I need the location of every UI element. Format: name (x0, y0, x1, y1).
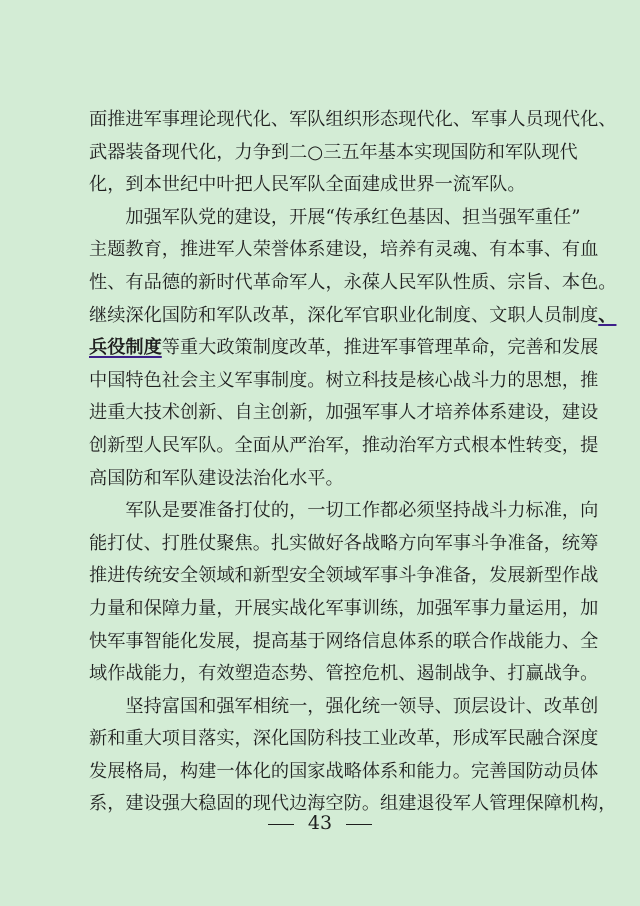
text-line (89, 430, 599, 463)
text-line (89, 691, 599, 724)
line-text: 能打仗、打胜仗聚焦。扎实做好各战略方向军事斗争准备，统筹 (89, 532, 599, 554)
left-dash (268, 824, 294, 825)
page-number: 43 (307, 812, 333, 834)
text-line (89, 202, 581, 235)
line-text: 等重大政策制度改革，推进军事管理革命，完善和发展 (161, 337, 599, 359)
text-line (89, 560, 599, 593)
text-line (89, 658, 599, 691)
line-text: 创新型人民军队。全面从严治军，推动治军方式根本性转变，提 (89, 434, 599, 456)
line-text: 化，到本世纪中叶把人民军队全面建成世界一流军队。 (89, 174, 526, 196)
line-text: 军队是要准备打仗的，一切工作都必须坚持战斗力标准，向 (125, 500, 599, 522)
line-text: 面推进军事理论现代化、军队组织形态现代化、军事人员现代化、 (89, 109, 617, 130)
line-text: 主题教育，推进军人荣誉体系建设，培养有灵魂、有本事、有血 (89, 239, 599, 261)
line-text: 武器装备现代化，力争到二○三五年基本实现国防和军队现代 (89, 141, 578, 163)
line-text: 进重大技术创新、自主创新，加强军事人才培养体系建设，建设 (89, 402, 599, 424)
line-text: 快军事智能化发展，提高基于网络信息体系的联合作战能力、全 (89, 630, 599, 652)
text-line (89, 267, 617, 300)
line-text: 继续深化国防和军队改革，深化军官职业化制度、文职人员制度 (89, 304, 599, 326)
text-line (89, 756, 599, 789)
text-line (89, 593, 599, 626)
line-text: 发展格局，构建一体化的国家战略体系和能力。完善国防动员体 (89, 760, 599, 782)
right-dash (346, 824, 372, 825)
line-text: 新和重大项目落实，深化国防科技工业改革，形成军民融合深度 (89, 728, 599, 750)
text-line (89, 397, 599, 430)
body-text (89, 104, 617, 821)
line-text: 加强军队党的建设，开展“传承红色基因、担当强军重任” (125, 206, 581, 228)
page-footer (0, 812, 640, 834)
text-line (89, 104, 617, 137)
line-text: 域作战能力，有效塑造态势、管控危机、遏制战争、打赢战争。 (89, 663, 599, 685)
text-line (89, 528, 599, 561)
text-line (89, 365, 599, 398)
line-text: 坚持富国和强军相统一，强化统一领导、顶层设计、改革创 (125, 695, 599, 717)
highlighted-term: 兵役制度 (89, 337, 162, 359)
line-text: 性、有品德的新时代革命军人，永葆人民军队性质、宗旨、本色。 (89, 271, 617, 293)
line-text: 系，建设强大稳固的现代边海空防。组建退役军人管理保障机构， (89, 793, 617, 815)
text-line (89, 463, 551, 496)
line-text: 高国防和军队建设法治化水平。 (89, 467, 344, 489)
text-line (89, 332, 599, 365)
text-line (89, 234, 599, 267)
line-text: 力量和保障力量，开展实战化军事训练，加强军事力量运用，加 (89, 597, 599, 619)
text-line (89, 626, 599, 659)
text-line (89, 169, 551, 202)
line-text: 推进传统安全领域和新型安全领域军事斗争准备，发展新型作战 (89, 565, 599, 587)
text-line (89, 300, 617, 333)
text-line (89, 137, 578, 170)
text-line (89, 495, 599, 528)
text-line (89, 723, 599, 756)
line-text: 中国特色社会主义军事制度。树立科技是核心战斗力的思想，推 (89, 369, 599, 391)
highlighted-punct: 、 (598, 304, 617, 326)
